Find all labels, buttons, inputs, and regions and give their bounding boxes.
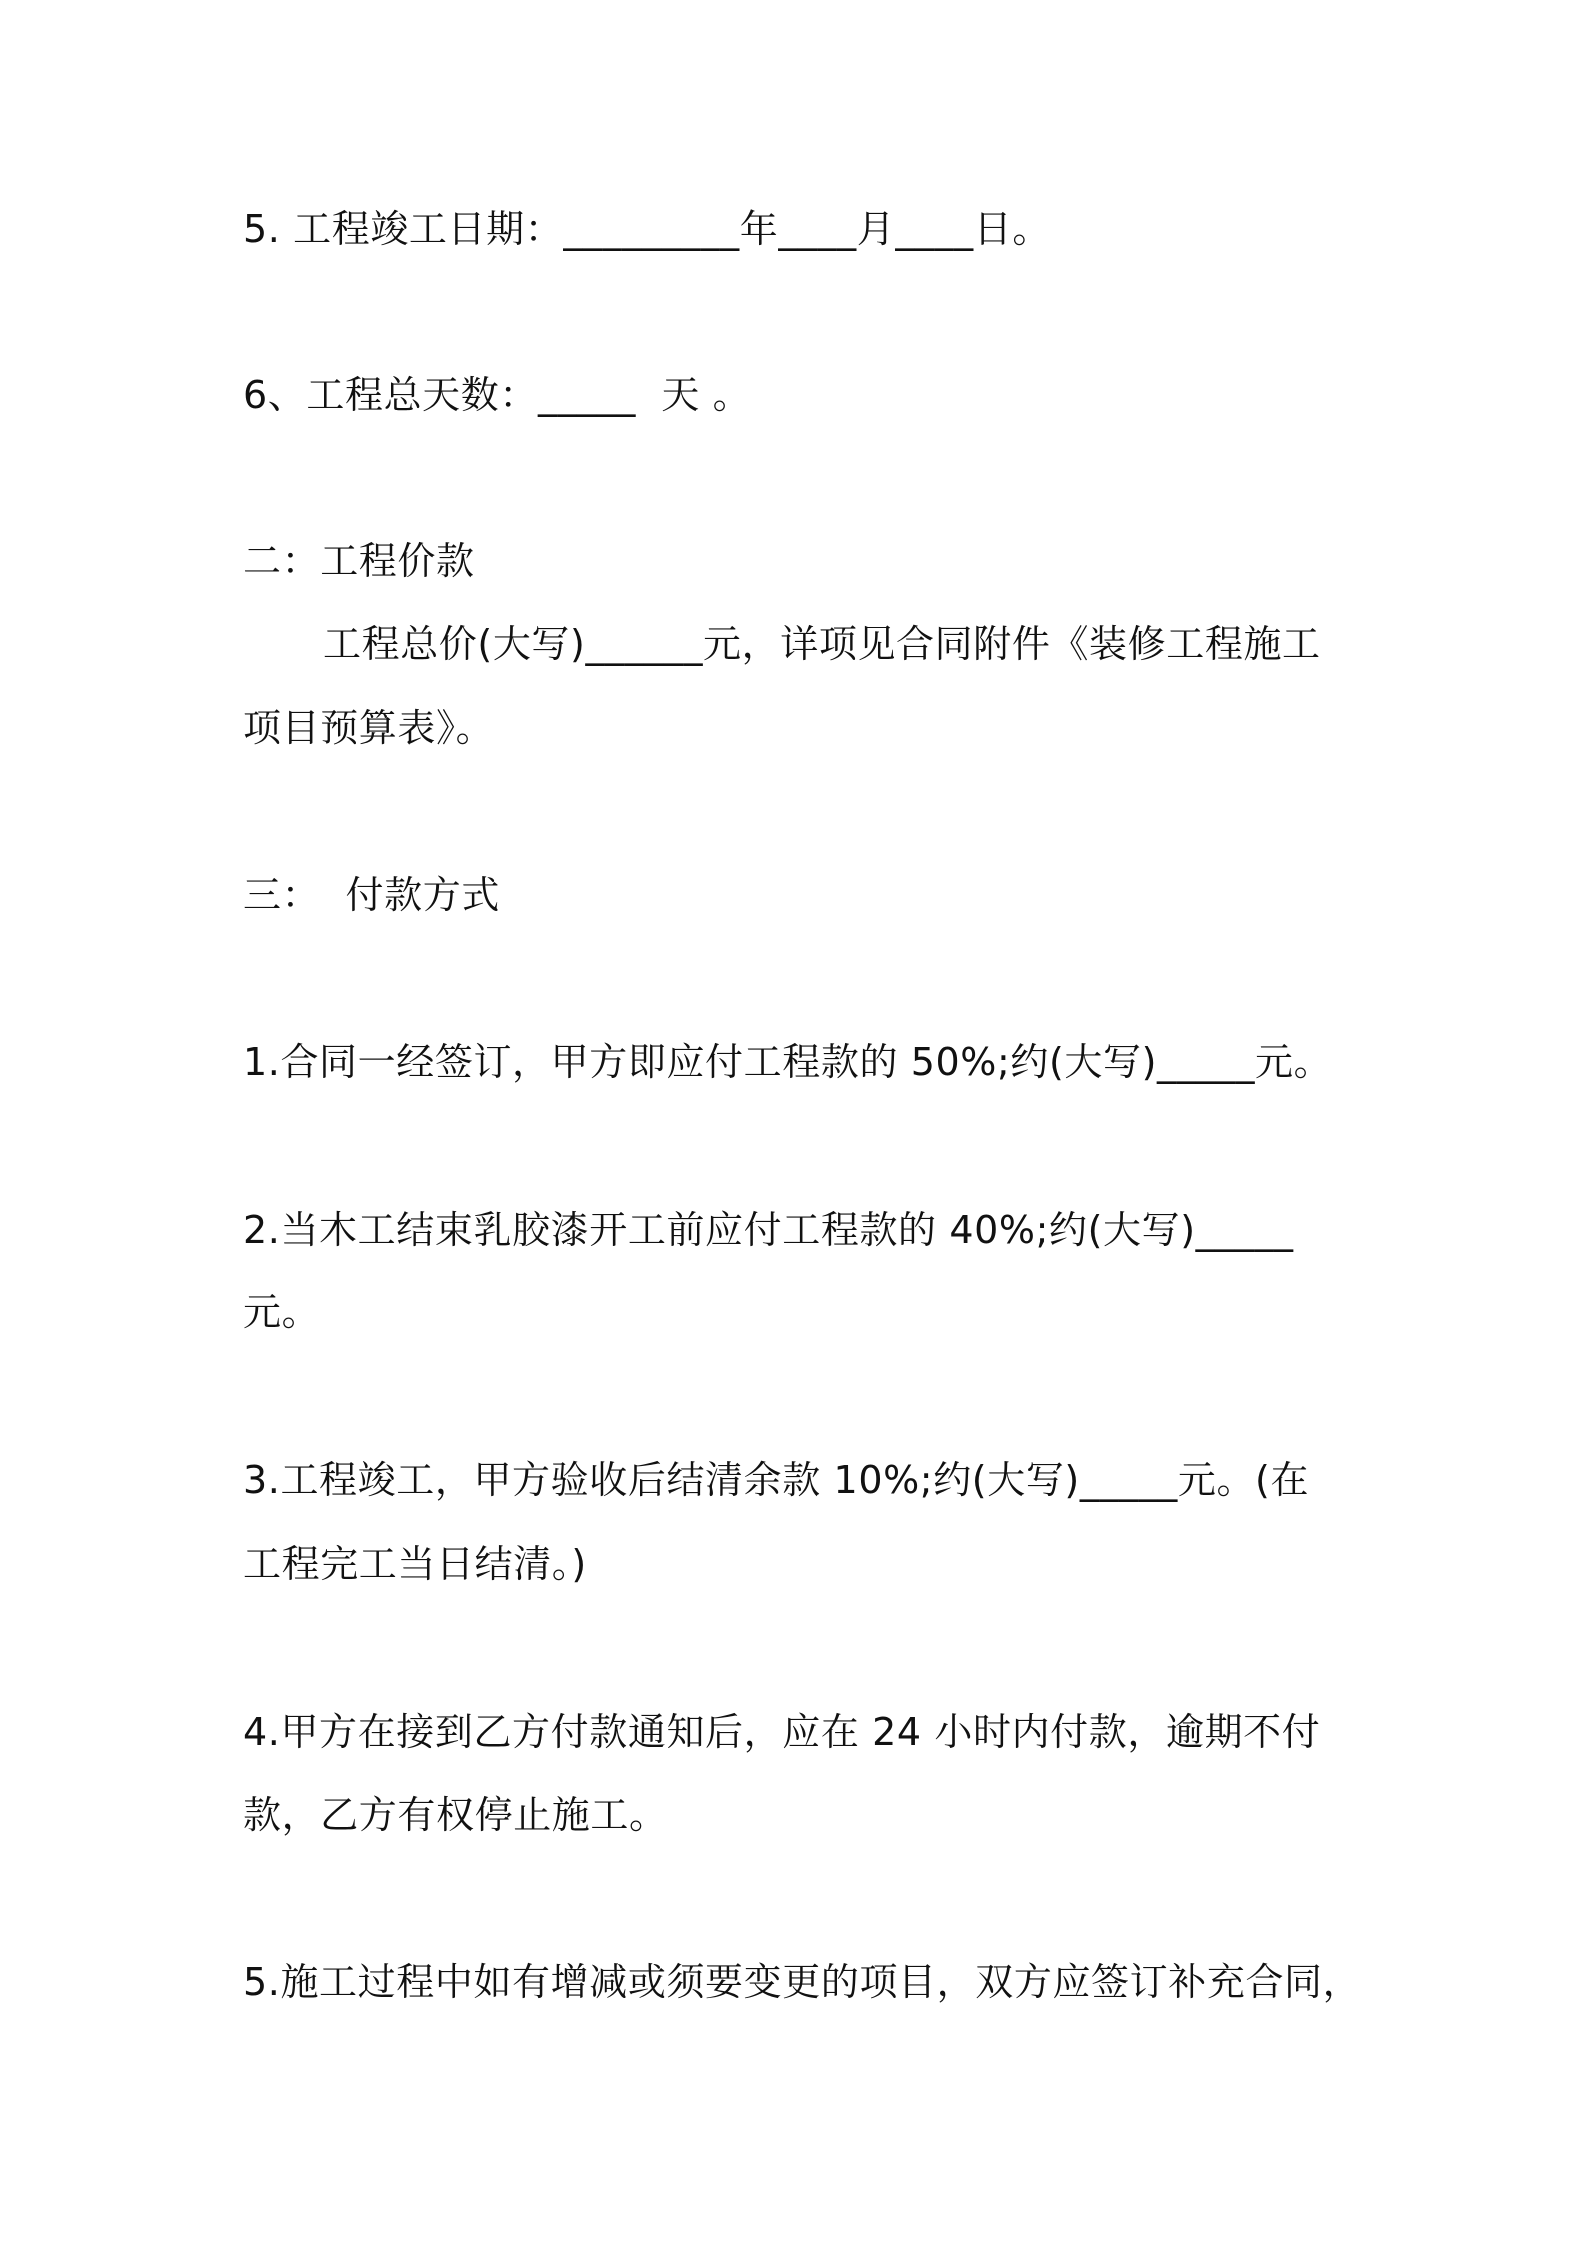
payment-item-4-line-1: 4.甲方在接到乙方付款通知后，应在 24 小时内付款，逾期不付 [243, 1710, 1321, 1754]
completion-date-line: 5. 工程竣工日期：_________年____月____日。 [243, 207, 1051, 251]
payment-item-1: 1.合同一经签订，甲方即应付工程款的 50%;约(大写)_____元。 [243, 1040, 1333, 1084]
payment-item-2-line-1: 2.当木工结束乳胶漆开工前应付工程款的 40%;约(大写)_____ [243, 1208, 1294, 1252]
price-paragraph-line-1: 工程总价(大写)______元，详项见合同附件《装修工程施工 [323, 622, 1321, 666]
price-paragraph-line-2: 项目预算表》。 [243, 706, 495, 750]
payment-item-2-line-2: 元。 [243, 1290, 321, 1334]
payment-item-3-line-1: 3.工程竣工，甲方验收后结清余款 10%;约(大写)_____元。(在 [243, 1458, 1310, 1502]
payment-item-3-line-2: 工程完工当日结清。) [243, 1542, 587, 1586]
total-days-line: 6、工程总天数：_____ 天 。 [243, 373, 752, 417]
section-heading-payment: 三： 付款方式 [243, 873, 500, 917]
payment-item-5-line-1: 5.施工过程中如有增减或须要变更的项目，双方应签订补充合同， [243, 1960, 1362, 2004]
payment-item-4-line-2: 款，乙方有权停止施工。 [243, 1793, 668, 1837]
section-heading-price: 二：工程价款 [243, 539, 475, 583]
